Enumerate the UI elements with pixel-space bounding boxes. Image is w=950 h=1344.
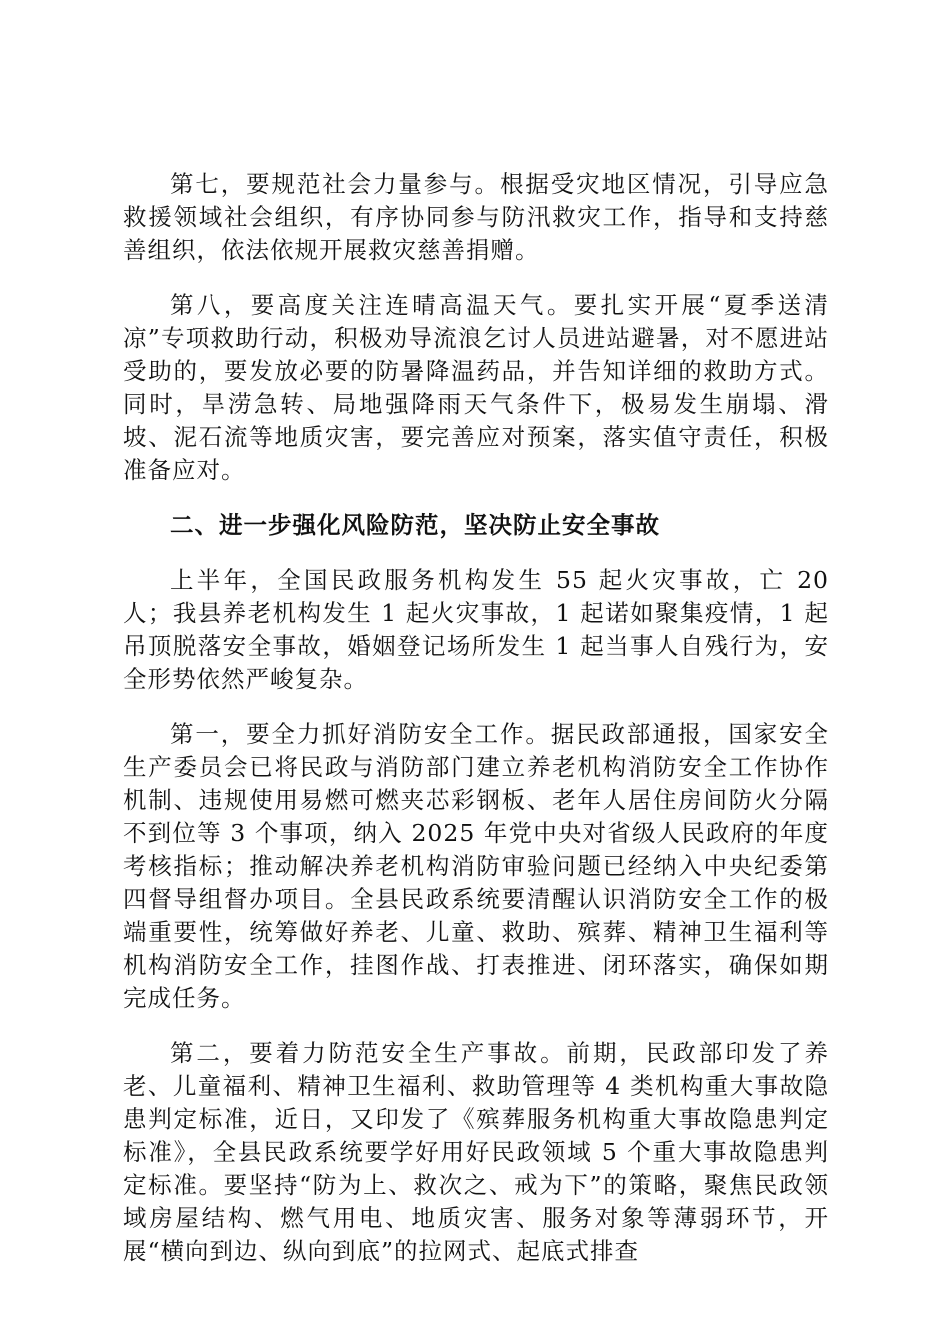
paragraph-first-point: 第一，要全力抓好消防安全工作。据民政部通报，国家安全生产委员会已将民政与消防部门建立养老机构消防安全工作协作机制、违规使用易燃可燃夹芯彩钢板、老年人居住房间防火分隔不到位等 3 个事项，纳入 2025 年党中央对省级人民政府的年度考核指标；推动解决养老机构消防审验问题已经纳入中央纪委第四督导组督办项目。全县民政系统要清醒认识消防安全工作的极端重要性，统筹做好养老、儿童、救助、殡葬、精神卫生福利等机构消防安全工作，挂图作战、打表推进、闭环落实，确保如期完成任务。 [123,720,829,1012]
paragraph-first-half-summary: 上半年，全国民政服务机构发生 55 起火灾事故，亡 20 人；我县养老机构发生 1 起火灾事故，1 起诺如聚集疫情，1 起吊顶脱落安全事故，婚姻登记场所发生 1 起当事人自残行为，安全形势依然严峻复杂。 [123,566,829,693]
paragraph-eighth-point: 第八，要高度关注连晴高温天气。要扎实开展“夏季送清凉”专项救助行动，积极劝导流浪乞讨人员进站避暑，对不愿进站受助的，要发放必要的防暑降温药品，并告知详细的救助方式。同时，旱涝急转、局地强降雨天气条件下，极易发生崩塌、滑坡、泥石流等地质灾害，要完善应对预案，落实值守责任，积极准备应对。 [123,291,829,484]
document-body [123,168,829,1290]
section-heading: 二、进一步强化风险防范，坚决防止安全事故 [170,511,660,539]
paragraph-seventh-point: 第七，要规范社会力量参与。根据受灾地区情况，引导应急救援领域社会组织，有序协同参与防汛救灾工作，指导和支持慈善组织，依法依规开展救灾慈善捐赠。 [123,170,829,264]
paragraph-second-point: 第二，要着力防范安全生产事故。前期，民政部印发了养老、儿童福利、精神卫生福利、救助管理等 4 类机构重大事故隐患判定标准，近日，又印发了《殡葬服务机构重大事故隐患判定标准》，全县民政系统要学好用好民政领域 5 个重大事故隐患判定标准。要坚持“防为上、救次之、戒为下”的策略，聚焦民政领域房屋结构、燃气用电、地质灾害、服务对象等薄弱环节，开展“横向到边、纵向到底”的拉网式、起底式排查 [123,1039,829,1265]
